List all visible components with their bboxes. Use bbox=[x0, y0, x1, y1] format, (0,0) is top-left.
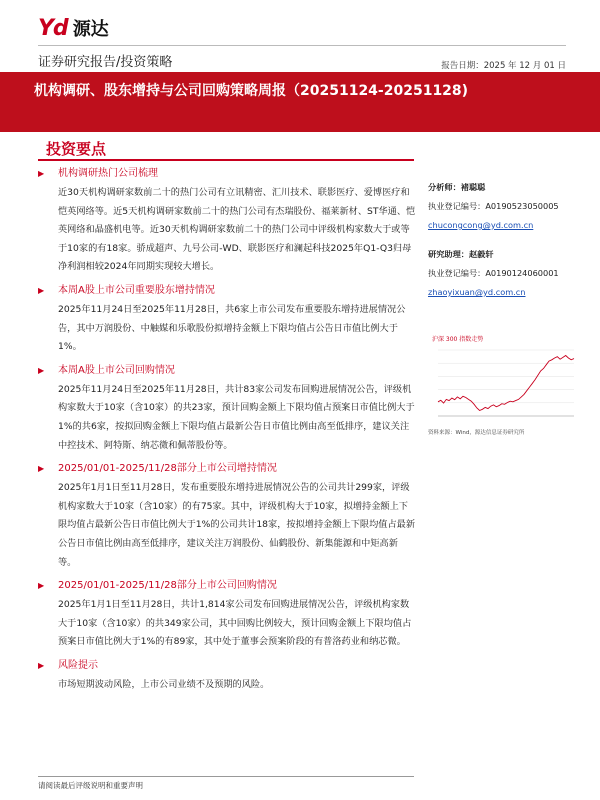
chart-series-line bbox=[438, 356, 574, 411]
assistant-email-link[interactable]: zhaoyixuan@yd.com.cn bbox=[428, 287, 526, 297]
chart-title: 沪深 300 指数走势 bbox=[432, 336, 484, 343]
analyst-name: 分析师：褚聪聪 bbox=[428, 182, 486, 192]
heading-text: 本周A股上市公司回购情况 bbox=[58, 364, 175, 376]
title-banner bbox=[0, 72, 600, 132]
heading-risk-warning bbox=[38, 657, 416, 674]
header-divider bbox=[38, 45, 566, 46]
paragraph-shareholder-increase-weekly: 2025年11月24日至2025年11月28日，共6家上市公司发布重要股东增持进展情况公告，其中万润股份、中触媒和乐歌股份拟增持金额上下限均值占公告日市值比例大于1%。 bbox=[58, 303, 406, 353]
paragraph-risk-warning: 市场短期波动风险，上市公司业绩不及预期的风险。 bbox=[58, 678, 270, 690]
paragraph-institutional-research: 近30天机构调研家数前二十的热门公司有立讯精密、汇川技术、联影医疗、爱博医疗和恺英网络等。近5天机构调研家数前二十的热门公司有杰瑞股份、福莱新材、ST华通、恺英网络和晶盛机电等。近30天机构调研家数前二十的热门公司中评级机构家数大于或等于10家的有18家。骄成超声、九号公司-WD、联影医疗和澜起科技2025年Q1-Q3归母净利润相较2024年同期实现较大增长。 bbox=[58, 187, 416, 273]
triangle-bullet-icon: ▶ bbox=[38, 365, 45, 375]
heading-text: 2025/01/01-2025/11/28部分上市公司回购情况 bbox=[58, 580, 277, 592]
heading-buyback-ytd bbox=[38, 577, 416, 594]
analyst-email-link[interactable]: chucongcong@yd.com.cn bbox=[428, 220, 534, 230]
paragraph-buyback-ytd: 2025年1月1日至11月28日，共计1,814家公司发布回购进展情况公告，评级机构家数大于10家（含10家）的共349家公司，其中回购比例较大，预计回购金额上下限均值占预案日市值比例大于1%的有89家，其中处于董事会预案阶段的有普洛药业和纳芯微。 bbox=[58, 599, 412, 648]
report-title: 机构调研、股东增持与公司回购策略周报（20251124-20251128) bbox=[34, 83, 469, 99]
heading-institutional-research bbox=[38, 165, 416, 182]
brand-logo bbox=[38, 14, 109, 42]
brand-logo-mark: Yd bbox=[38, 15, 68, 41]
analyst-license: 执业登记编号：A0190523050005 bbox=[428, 201, 559, 211]
index-chart bbox=[428, 332, 578, 427]
triangle-bullet-icon: ▶ bbox=[38, 285, 45, 295]
triangle-bullet-icon: ▶ bbox=[38, 581, 45, 591]
heading-text: 本周A股上市公司重要股东增持情况 bbox=[58, 284, 215, 296]
heading-shareholder-increase-ytd bbox=[38, 460, 416, 477]
main-content bbox=[38, 165, 416, 699]
heading-text: 2025/01/01-2025/11/28部分上市公司增持情况 bbox=[58, 463, 277, 475]
chart-svg bbox=[428, 332, 578, 427]
triangle-bullet-icon: ▶ bbox=[38, 169, 45, 178]
footer-disclaimer: 请阅读最后评级说明和重要声明 bbox=[38, 781, 143, 790]
heading-buyback-weekly bbox=[38, 362, 416, 379]
chart-source: 资料来源：Wind，源达信息证券研究所 bbox=[428, 430, 525, 436]
heading-text: 机构调研热门公司梳理 bbox=[58, 168, 158, 179]
triangle-bullet-icon: ▶ bbox=[38, 660, 45, 670]
section-divider bbox=[38, 159, 414, 161]
paragraph-buyback-weekly: 2025年11月24日至2025年11月28日，共计83家公司发布回购进展情况公告，评级机构家数大于10家（含10家）的共23家，预计回购金额上下限均值占预案日市值比例大于1%的共6家，按拟回购金额上下限均值占最新公告日市值比例由高至低排序，建议关注中控技术、阿特斯、纳芯微和佩蒂股份等。 bbox=[58, 383, 415, 451]
brand-name: 源达 bbox=[72, 19, 109, 40]
document-type: 证券研究报告/投资策略 bbox=[38, 55, 173, 70]
section-heading: 投资要点 bbox=[46, 140, 107, 158]
assistant-license: 执业登记编号：A0190124060001 bbox=[428, 268, 559, 278]
footer-divider bbox=[38, 776, 414, 777]
report-date: 报告日期：2025 年 12 月 01 日 bbox=[441, 61, 566, 71]
heading-shareholder-increase-weekly bbox=[38, 282, 416, 299]
assistant-name: 研究助理：赵毅轩 bbox=[428, 249, 494, 259]
paragraph-shareholder-increase-ytd: 2025年1月1日至11月28日，发布重要股东增持进展情况公告的公司共计299家，评级机构家数大于10家（含10家）的有75家。其中，评级机构大于10家，拟增持金额上下限均值占最新公告日市值比例大于1%的公司共计18家，按拟增持金额上下限均值占最新公告日市值比例由高至低排序，建议关注万润股份、仙鹤股份、新集能源和中矩高新等。 bbox=[58, 482, 416, 568]
triangle-bullet-icon: ▶ bbox=[38, 464, 45, 474]
heading-text: 风险提示 bbox=[58, 659, 98, 671]
author-sidebar bbox=[428, 178, 578, 302]
